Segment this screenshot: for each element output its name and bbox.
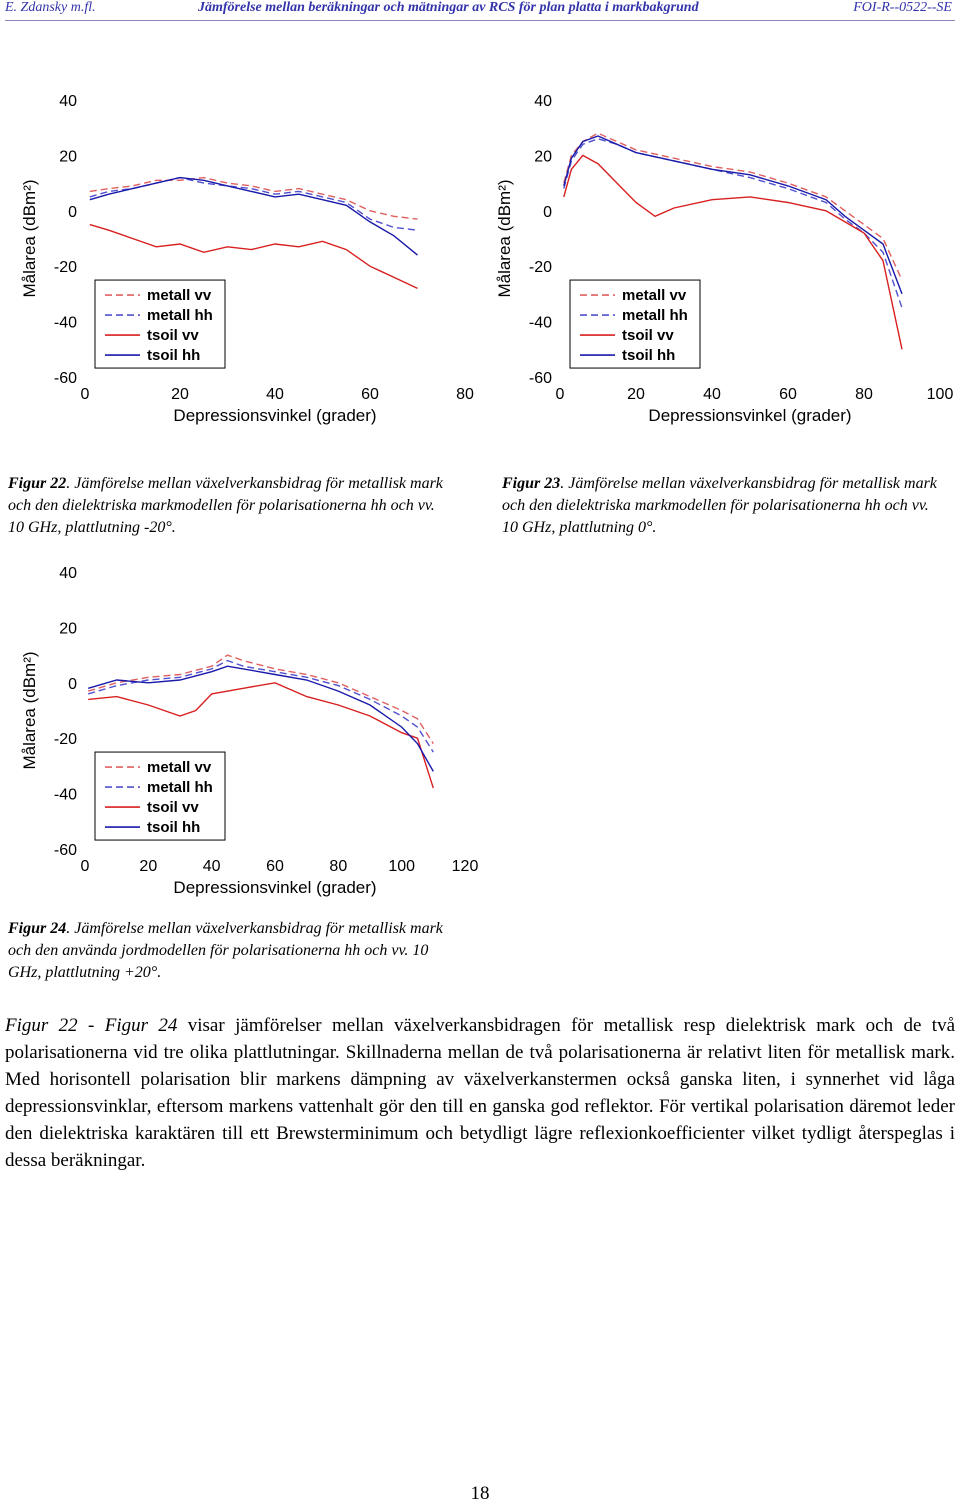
legend-label: tsoil hh (622, 347, 676, 365)
x-tick-label: 20 (627, 386, 645, 403)
y-tick-label: -40 (53, 314, 77, 332)
caption-figure-24 (8, 918, 448, 984)
y-tick-label: 0 (68, 675, 77, 693)
legend-label: metall hh (147, 307, 213, 325)
x-tick-label: 60 (779, 386, 797, 403)
x-tick-label: 0 (555, 386, 565, 403)
y-tick-label: 40 (59, 93, 77, 110)
caption-figure-22 (8, 473, 448, 539)
legend-label: tsoil hh (147, 347, 201, 365)
x-tick-label: 40 (202, 858, 221, 875)
y-axis-label: Målarea (dBm²) (20, 651, 39, 770)
figure-23 (485, 85, 955, 440)
y-tick-label: 40 (59, 565, 77, 582)
x-axis-label: Depressionsvinkel (grader) (648, 406, 852, 425)
header-report-number: FOI-R--0522--SE (853, 0, 952, 15)
legend-label: metall hh (622, 307, 688, 325)
x-tick-label: 100 (388, 858, 416, 875)
y-axis-label: Målarea (dBm²) (495, 179, 514, 298)
series-line (564, 133, 902, 280)
caption-figure-23 (502, 473, 942, 539)
x-tick-label: 40 (266, 386, 284, 403)
x-tick-label: 60 (361, 386, 379, 403)
legend-label: tsoil hh (147, 819, 201, 837)
dash: - (77, 1015, 105, 1036)
body-paragraph (5, 1012, 955, 1174)
x-tick-label: 80 (329, 858, 348, 875)
series-line (88, 655, 433, 744)
caption-text: . Jämförelse mellan växelverkansbidrag för metallisk mark och den dielektriska markmodellen för polarisationerna hh och vv. 10 GHz, plattlutning 0°. (502, 475, 937, 536)
chart-figure-23 (485, 85, 955, 440)
chart-figure-24 (10, 557, 480, 912)
caption-label: Figur 24 (8, 920, 67, 937)
y-tick-label: 0 (543, 203, 552, 221)
y-axis-label: Målarea (dBm²) (20, 179, 39, 298)
page-header (0, 0, 960, 20)
x-tick-label: 0 (80, 858, 90, 875)
y-tick-label: 20 (59, 620, 77, 638)
y-tick-label: -60 (53, 370, 77, 387)
paragraph-text: visar jämförelser mellan växelverkansbidragen för metallisk resp dielektrisk mark och de två polarisationerna vid tre olika plattlutningar. Skillnaderna mellan de två polarisationerna är relativt liten för metallisk mark. Med horisontell polarisation blir markens dämpning av växelverkanstermen också ganska liten, i synnerhet vid låga depressionsvinklar, eftersom markens vattenhalt gör den till en ganska god reflektor. För vertikal polarisation däremot leder den dielektriska karaktären till ett Brewsterminimum och betydligt lägre reflexionkoefficienter vilket tydligt återspeglas i dessa beräkningar. (5, 1015, 956, 1171)
y-tick-label: -20 (528, 259, 552, 277)
legend-label: tsoil vv (622, 327, 674, 345)
caption-label: Figur 23 (502, 475, 561, 492)
x-tick-label: 60 (266, 858, 284, 875)
y-tick-label: -20 (53, 731, 77, 749)
y-tick-label: -20 (53, 259, 77, 277)
y-tick-label: 20 (59, 148, 77, 166)
x-tick-label: 0 (80, 386, 90, 403)
series-line (90, 225, 418, 289)
legend-label: metall vv (147, 759, 212, 777)
x-tick-label: 40 (703, 386, 721, 403)
y-tick-label: -60 (53, 842, 77, 859)
x-tick-label: 20 (139, 858, 158, 875)
series-line (88, 661, 433, 753)
header-title: Jämförelse mellan beräkningar och mätningar av RCS för plan platta i markbakgrund (198, 0, 699, 15)
y-tick-label: -40 (528, 314, 552, 332)
figure-22 (10, 85, 480, 440)
legend-label: metall vv (622, 287, 687, 305)
x-tick-label: 100 (926, 386, 954, 403)
chart-figure-22 (10, 85, 480, 440)
y-tick-label: 40 (534, 93, 552, 110)
y-tick-label: -40 (53, 786, 77, 804)
x-tick-label: 20 (171, 386, 189, 403)
legend-label: metall hh (147, 779, 213, 797)
figure-reference: Figur 22 (5, 1015, 78, 1036)
y-tick-label: -60 (528, 370, 552, 387)
series-line (90, 178, 418, 231)
caption-text: . Jämförelse mellan växelverkansbidrag för metallisk mark och den dielektriska markmodellen för polarisationerna hh och vv. 10 GHz, plattlutning -20°. (8, 475, 443, 536)
caption-label: Figur 22 (8, 475, 67, 492)
x-tick-label: 80 (855, 386, 873, 403)
header-authors: E. Zdansky m.fl. (5, 0, 96, 15)
y-tick-label: 0 (68, 203, 77, 221)
y-tick-label: 20 (534, 148, 552, 166)
x-tick-label: 120 (451, 858, 479, 875)
figure-reference: Figur 24 (104, 1015, 178, 1036)
series-line (90, 178, 418, 220)
header-rule (5, 20, 955, 21)
x-tick-label: 80 (456, 386, 474, 403)
figure-24 (10, 557, 480, 912)
page-number: 18 (470, 1483, 490, 1504)
x-axis-label: Depressionsvinkel (grader) (173, 878, 377, 897)
caption-text: . Jämförelse mellan växelverkansbidrag för metallisk mark och den använda jordmodellen för polarisationerna hh och vv. 10 GHz, plattlutning +20°. (8, 920, 443, 981)
legend-label: tsoil vv (147, 327, 199, 345)
x-axis-label: Depressionsvinkel (grader) (173, 406, 377, 425)
legend-label: tsoil vv (147, 799, 199, 817)
legend-label: metall vv (147, 287, 212, 305)
